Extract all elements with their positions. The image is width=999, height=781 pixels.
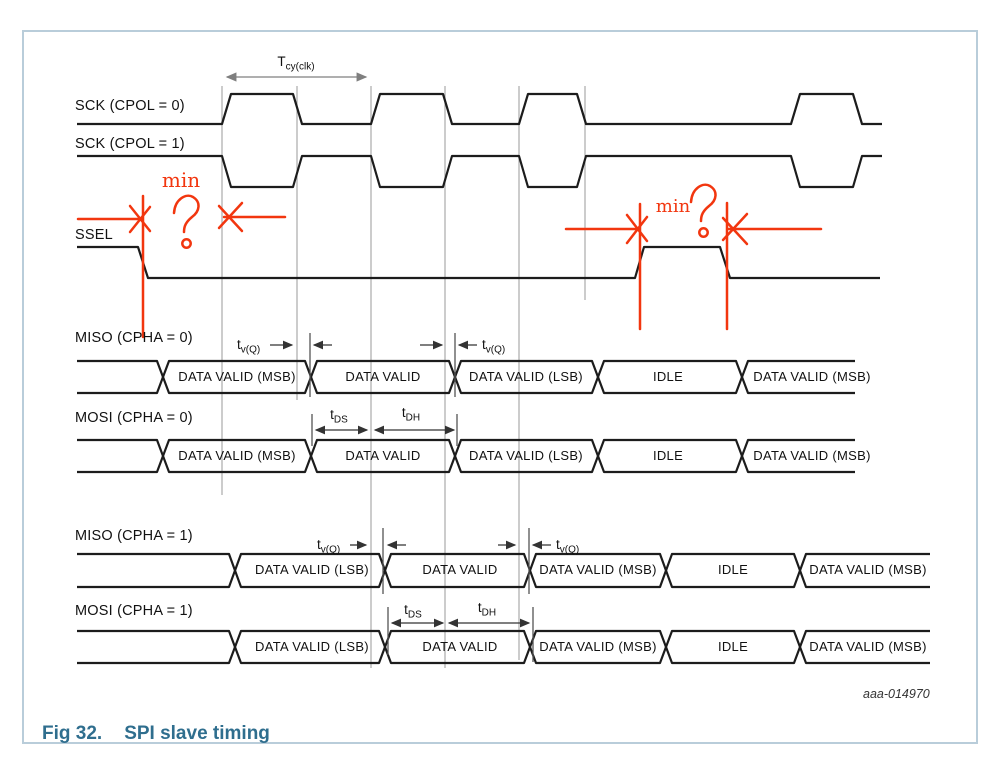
question-mark-hook <box>174 196 199 232</box>
question-mark-dot <box>182 239 190 247</box>
ssel-waveform <box>77 247 880 278</box>
bus-segment-label: DATA VALID (MSB) <box>539 639 657 654</box>
sck-cpol0-waveform <box>77 94 882 124</box>
question-mark-dot <box>699 228 707 236</box>
tcy-sub: cy(clk) <box>285 61 315 73</box>
bus-segment-label: DATA VALID (MSB) <box>178 369 296 384</box>
tdh-label <box>478 600 496 621</box>
min-annotation-right: min <box>655 196 691 217</box>
tds-main: t <box>404 602 408 617</box>
figure-caption-number: Fig 32. <box>42 723 103 744</box>
bus-segment-label: IDLE <box>652 369 684 384</box>
tdh-main: t <box>401 405 406 420</box>
bus-segment-label: DATA VALID (MSB) <box>809 639 927 654</box>
tdh-main: t <box>477 600 482 615</box>
bus-line <box>77 631 930 663</box>
figure-reference: aaa-014970 <box>863 687 930 701</box>
bus-segment-label: DATA VALID <box>422 562 498 577</box>
tvq-sub: v(Q) <box>559 544 580 556</box>
tds-sub: DS <box>407 609 422 621</box>
bus-segment-label: DATA VALID (MSB) <box>809 562 927 577</box>
signal-label-sck-cpol1: SCK (CPOL = 1) <box>75 136 185 152</box>
min-annotation-left: min <box>161 168 201 192</box>
tvq-main: t <box>556 537 560 552</box>
tdh-sub: DH <box>405 412 421 424</box>
bus-segment-label: IDLE <box>717 562 749 577</box>
bus-segment-label: DATA VALID (LSB) <box>469 369 583 384</box>
tcy-main: T <box>277 54 286 69</box>
signal-label-sck-cpol0: SCK (CPOL = 0) <box>75 98 185 114</box>
tvq-sub: v(Q) <box>320 544 341 556</box>
signal-label-mosi-cpha0: MOSI (CPHA = 0) <box>75 410 193 426</box>
tcy-label <box>277 54 314 75</box>
signal-label-miso-cpha0: MISO (CPHA = 0) <box>75 330 193 346</box>
miso-cpha1-bus <box>77 554 930 587</box>
bus-segment-label: DATA VALID (LSB) <box>255 562 369 577</box>
figure-caption-title: SPI slave timing <box>124 723 270 744</box>
tvq-main: t <box>317 537 321 552</box>
tds-label <box>404 602 422 623</box>
red-annotations <box>78 185 821 337</box>
bus-segment-label: DATA VALID (LSB) <box>469 448 583 463</box>
tvq-label <box>482 337 505 358</box>
bus-segment-label: IDLE <box>717 639 749 654</box>
tvq-sub: v(Q) <box>485 344 506 356</box>
bus-segment-label: DATA VALID <box>422 639 498 654</box>
signal-label-mosi-cpha1: MOSI (CPHA = 1) <box>75 603 193 619</box>
signal-label-miso-cpha1: MISO (CPHA = 1) <box>75 528 193 544</box>
tds-main: t <box>330 407 334 422</box>
question-mark-hook <box>691 185 716 221</box>
bus-segment-label: DATA VALID <box>345 448 421 463</box>
mosi-cpha1-bus <box>77 631 930 663</box>
tds-sub: DS <box>333 414 348 426</box>
bus-segment-label: IDLE <box>652 448 684 463</box>
signal-label-ssel: SSEL <box>75 227 113 243</box>
bus-line <box>77 631 930 663</box>
tvq-main: t <box>482 337 486 352</box>
bus-segment-label: DATA VALID (MSB) <box>753 448 871 463</box>
figure-caption <box>42 723 270 745</box>
tds-label <box>330 407 348 428</box>
bus-segment-label: DATA VALID (MSB) <box>753 369 871 384</box>
bus-segment-label: DATA VALID (MSB) <box>178 448 296 463</box>
bus-segment-label: DATA VALID <box>345 369 421 384</box>
tvq-label <box>237 337 260 358</box>
tdh-sub: DH <box>481 607 497 619</box>
tdh-label <box>402 405 420 426</box>
bus-line <box>77 554 930 587</box>
question-mark-annotation <box>691 185 716 237</box>
question-mark-annotation <box>174 196 199 248</box>
bus-line <box>77 554 930 587</box>
bus-segment-label: DATA VALID (MSB) <box>539 562 657 577</box>
bus-segment-label: DATA VALID (LSB) <box>255 639 369 654</box>
tvq-label <box>317 537 340 558</box>
timing-arrows <box>270 345 551 623</box>
tvq-main: t <box>237 337 241 352</box>
tvq-sub: v(Q) <box>240 344 261 356</box>
tvq-label <box>556 537 579 558</box>
